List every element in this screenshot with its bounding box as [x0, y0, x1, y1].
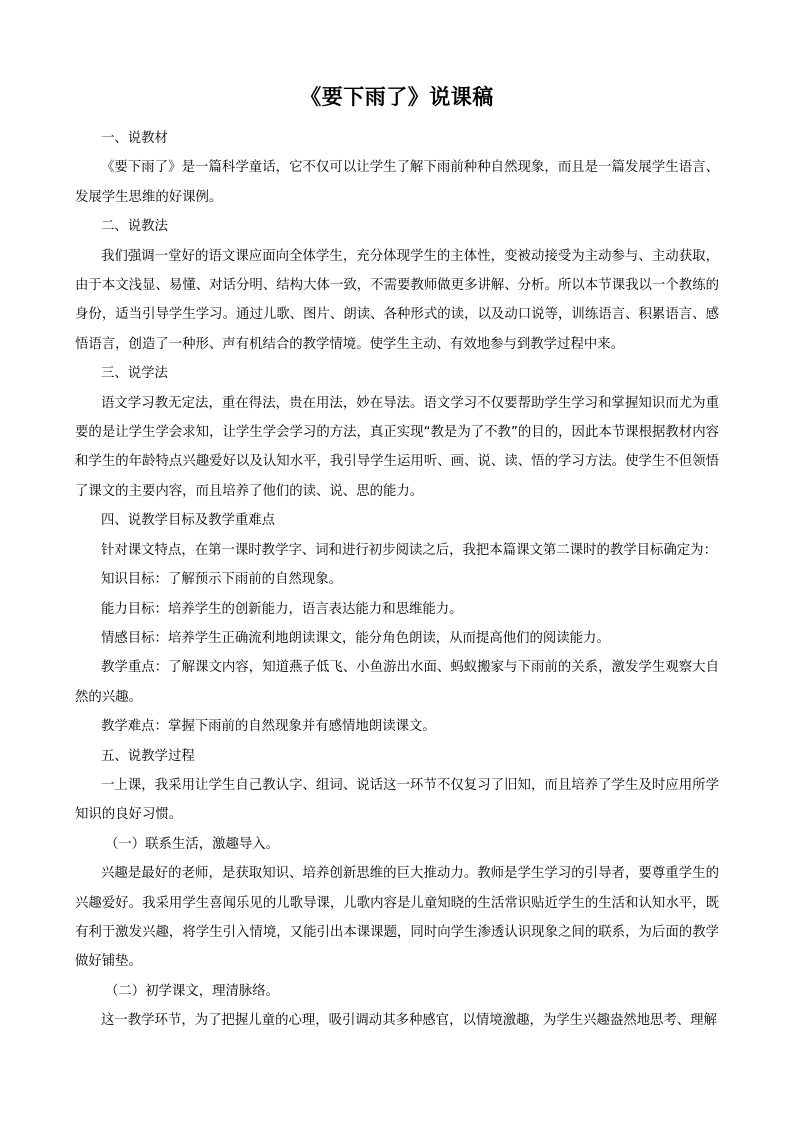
section-heading-process: 五、说教学过程 [101, 748, 195, 764]
section-heading-textbook: 一、说教材 [101, 131, 168, 146]
paragraph: 知识目标：了解预示下雨前的自然现象。 [101, 572, 343, 588]
paragraph: 我们强调一堂好的语文课应面向全体学生，充分体现学生的主体性，变被动接受为主动参与、主动获取，由于本文浅显、易懂、对话分明、结构大体一致，不需要教师做更多讲解、分析。所以本节课我以一个教练的身份，适当引导学生学习。通过儿歌、图片、朗读、各种形式的读，以及动口说等，训练语言、积累语言、感悟语言，创造了一种形、声有机结合的教学情境。使学生主动、有效地参与到教学过程中来。 [75, 248, 719, 352]
paragraph: 教学难点：掌握下雨前的自然现象并有感情地朗读课文。 [101, 719, 436, 735]
paragraph: 这一教学环节，为了把握儿童的心理，吸引调动其多种感官，以情境激趣，为学生兴趣盎然地思考、理解 [101, 1013, 717, 1029]
paragraph: 能力目标：培养学生的创新能力，语言表达能力和思维能力。 [101, 601, 463, 617]
section-heading-learning-method: 三、说学法 [101, 366, 168, 382]
subsection-heading: （一）联系生活，激趣导入。 [105, 836, 280, 852]
section-heading-objectives: 四、说教学目标及教学重难点 [101, 513, 276, 529]
paragraph: 针对课文特点，在第一课时教学字、词和进行初步阅读之后，我把本篇课文第二课时的教学目标确定为： [101, 542, 717, 558]
paragraph: 教学重点：了解课文内容，知道燕子低飞、小鱼游出水面、蚂蚁搬家与下雨前的关系，激发学生观察大自然的兴趣。 [75, 660, 719, 705]
document-body [75, 124, 719, 1036]
paragraph: 语文学习教无定法，重在得法，贵在用法，妙在导法。语文学习不仅要帮助学生学习和掌握知识而尤为重要的是让学生学会求知，让学生学会学习的方法，真正实现“教是为了不教”的目的，因此本节课根据教材内容和学生的年龄特点兴趣爱好以及认知水平，我引导学生运用听、画、说、读、悟的学习方法。使学生不但领悟了课文的主要内容，而且培养了他们的读、说、思的能力。 [75, 395, 719, 499]
paragraph: 情感目标：培养学生正确流利地朗读课文，能分角色朗读，从而提高他们的阅读能力。 [101, 630, 610, 646]
paragraph: 兴趣是最好的老师，是获取知识、培养创新思维的巨大推动力。教师是学生学习的引导者，要尊重学生的兴趣爱好。我采用学生喜闻乐见的儿歌导课，儿歌内容是儿童知晓的生活常识贴近学生的生活和认知水平，既有利于激发兴趣，将学生引入情境，又能引出本课课题，同时向学生渗透认识现象之间的联系，为后面的教学做好铺垫。 [75, 866, 719, 970]
paragraph: 一上课，我采用让学生自己教认字、组词、说话这一环节不仅复习了旧知，而且培养了学生及时应用所学知识的良好习惯。 [75, 777, 719, 823]
subsection-heading: （二）初学课文，理清脉络。 [105, 983, 280, 999]
section-heading-teaching-method: 二、说教法 [101, 219, 168, 235]
paragraph: 《要下雨了》是一篇科学童话，它不仅可以让学生了解下雨前种种自然现象，而且是一篇发展学生语言、发展学生思维的好课例。 [75, 160, 719, 205]
document-title: 《要下雨了》说课稿 [300, 85, 494, 109]
